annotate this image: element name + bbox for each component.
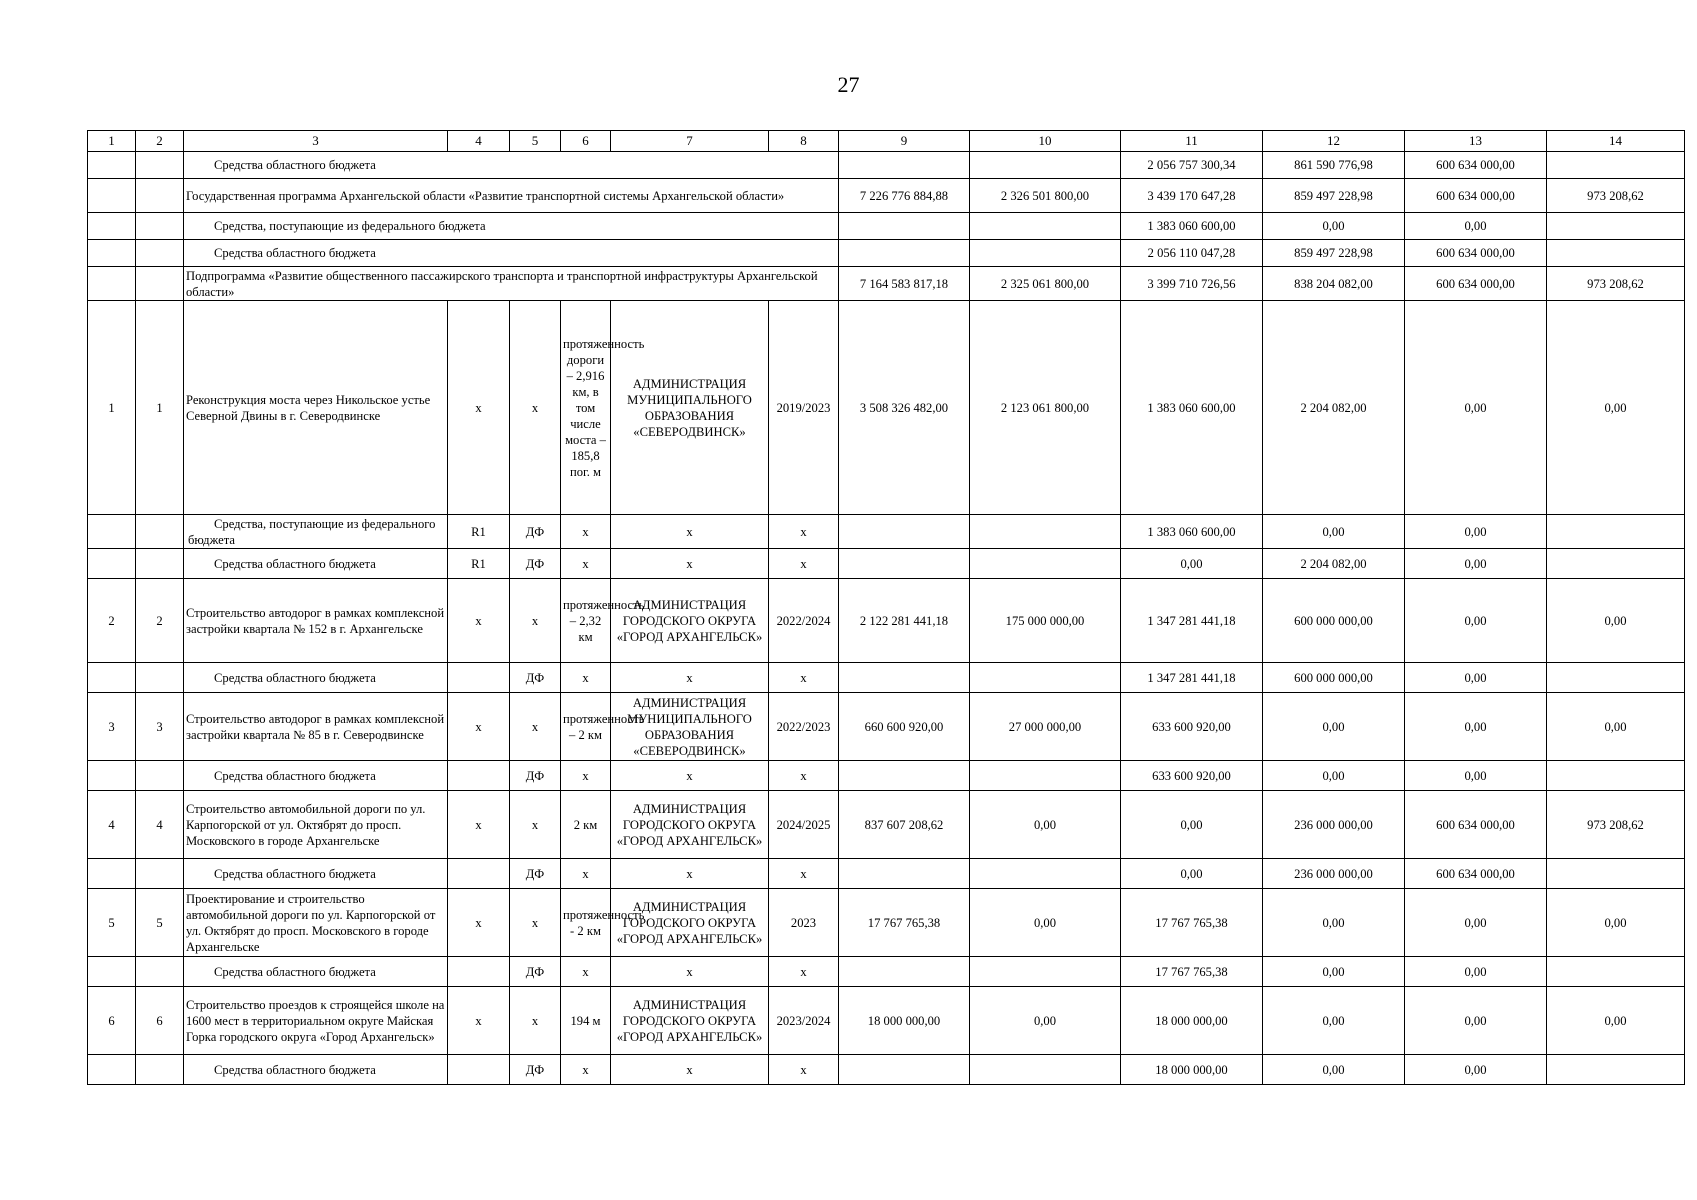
capacity-cell: 194 м — [561, 987, 611, 1055]
amount-cell-13: 600 634 000,00 — [1405, 179, 1547, 213]
table-row — [88, 693, 1685, 761]
budget-table — [87, 130, 1685, 1085]
customer-cell: х — [611, 859, 769, 889]
capacity-cell: х — [561, 515, 611, 549]
amount-cell-13: 0,00 — [1405, 515, 1547, 549]
customer-cell: х — [611, 663, 769, 693]
amount-cell-9 — [839, 240, 970, 267]
column-number-header: 2 — [136, 131, 184, 152]
item-number-cell — [136, 663, 184, 693]
table-row — [88, 152, 1685, 179]
row-number-cell — [88, 663, 136, 693]
amount-cell-10 — [970, 957, 1121, 987]
code-cell: ДФ — [510, 663, 561, 693]
column-number-header: 12 — [1263, 131, 1405, 152]
row-number-cell: 2 — [88, 579, 136, 663]
amount-cell-13: 0,00 — [1405, 693, 1547, 761]
column-number-header: 3 — [184, 131, 448, 152]
capacity-cell: протяженность - 2 км — [561, 889, 611, 957]
object-name-cell: Проектирование и строительство автомобильной дороги по ул. Карпогорской от ул. Октябрят до просп. Московского в городе Архангельске — [184, 889, 448, 957]
period-cell: х — [769, 859, 839, 889]
amount-cell-9: 18 000 000,00 — [839, 987, 970, 1055]
amount-cell-13: 0,00 — [1405, 957, 1547, 987]
amount-cell-12: 2 204 082,00 — [1263, 549, 1405, 579]
amount-cell-13: 600 634 000,00 — [1405, 240, 1547, 267]
row-number-cell: 5 — [88, 889, 136, 957]
amount-cell-9 — [839, 957, 970, 987]
customer-cell: АДМИНИСТРАЦИЯ ГОРОДСКОГО ОКРУГА «ГОРОД АРХАНГЕЛЬСК» — [611, 987, 769, 1055]
amount-cell-10: 0,00 — [970, 987, 1121, 1055]
funding-source-label: Средства областного бюджета — [184, 240, 839, 267]
column-number-header: 1 — [88, 131, 136, 152]
code-cell — [448, 859, 510, 889]
period-cell: 2024/2025 — [769, 791, 839, 859]
amount-cell-9: 17 767 765,38 — [839, 889, 970, 957]
code-cell: х — [510, 301, 561, 515]
amount-cell-12: 2 204 082,00 — [1263, 301, 1405, 515]
amount-cell-11: 2 056 757 300,34 — [1121, 152, 1263, 179]
customer-cell: АДМИНИСТРАЦИЯ ГОРОДСКОГО ОКРУГА «ГОРОД АРХАНГЕЛЬСК» — [611, 579, 769, 663]
row-number-cell — [88, 549, 136, 579]
funding-source-label: Средства областного бюджета — [184, 761, 448, 791]
amount-cell-12: 838 204 082,00 — [1263, 267, 1405, 301]
amount-cell-13: 0,00 — [1405, 663, 1547, 693]
amount-cell-9 — [839, 859, 970, 889]
amount-cell-11: 18 000 000,00 — [1121, 987, 1263, 1055]
item-number-cell — [136, 549, 184, 579]
amount-cell-14: 0,00 — [1547, 889, 1685, 957]
column-number-header: 4 — [448, 131, 510, 152]
amount-cell-12: 0,00 — [1263, 213, 1405, 240]
row-number-cell — [88, 859, 136, 889]
code-cell: х — [448, 579, 510, 663]
amount-cell-11: 2 056 110 047,28 — [1121, 240, 1263, 267]
item-number-cell — [136, 213, 184, 240]
period-cell: х — [769, 663, 839, 693]
amount-cell-13: 0,00 — [1405, 889, 1547, 957]
amount-cell-10 — [970, 549, 1121, 579]
amount-cell-13: 600 634 000,00 — [1405, 859, 1547, 889]
amount-cell-14: 973 208,62 — [1547, 267, 1685, 301]
capacity-cell: 2 км — [561, 791, 611, 859]
table-row — [88, 957, 1685, 987]
amount-cell-13: 600 634 000,00 — [1405, 267, 1547, 301]
code-cell: х — [510, 987, 561, 1055]
amount-cell-10 — [970, 663, 1121, 693]
row-number-cell — [88, 957, 136, 987]
capacity-cell: х — [561, 549, 611, 579]
code-cell — [448, 957, 510, 987]
amount-cell-9 — [839, 549, 970, 579]
amount-cell-13: 0,00 — [1405, 301, 1547, 515]
object-name-cell: Строительство автомобильной дороги по ул. Карпогорской от ул. Октябрят до просп. Московского в городе Архангельске — [184, 791, 448, 859]
item-number-cell: 1 — [136, 301, 184, 515]
customer-cell: АДМИНИСТРАЦИЯ ГОРОДСКОГО ОКРУГА «ГОРОД АРХАНГЕЛЬСК» — [611, 791, 769, 859]
amount-cell-11: 17 767 765,38 — [1121, 957, 1263, 987]
amount-cell-11: 0,00 — [1121, 791, 1263, 859]
row-number-cell — [88, 179, 136, 213]
column-number-header: 10 — [970, 131, 1121, 152]
period-cell: х — [769, 761, 839, 791]
capacity-cell: х — [561, 1055, 611, 1085]
amount-cell-9 — [839, 152, 970, 179]
row-number-cell — [88, 1055, 136, 1085]
period-cell: 2023/2024 — [769, 987, 839, 1055]
amount-cell-11: 1 347 281 441,18 — [1121, 579, 1263, 663]
column-number-header: 11 — [1121, 131, 1263, 152]
amount-cell-12: 0,00 — [1263, 957, 1405, 987]
funding-source-label: Средства областного бюджета — [184, 549, 448, 579]
program-title: Подпрограмма «Развитие общественного пассажирского транспорта и транспортной инфраструктуры Архангельской области» — [184, 267, 839, 301]
amount-cell-12: 861 590 776,98 — [1263, 152, 1405, 179]
period-cell: х — [769, 549, 839, 579]
amount-cell-9: 7 226 776 884,88 — [839, 179, 970, 213]
program-title: Государственная программа Архангельской области «Развитие транспортной системы Архангельской области» — [184, 179, 839, 213]
customer-cell: х — [611, 515, 769, 549]
amount-cell-12: 236 000 000,00 — [1263, 859, 1405, 889]
row-number-cell — [88, 267, 136, 301]
object-name-cell: Строительство проездов к строящейся школе на 1600 мест в территориальном округе Майская Горка городского округа «Город Архангельск» — [184, 987, 448, 1055]
code-cell — [448, 761, 510, 791]
amount-cell-12: 0,00 — [1263, 515, 1405, 549]
table-row — [88, 515, 1685, 549]
amount-cell-13: 0,00 — [1405, 579, 1547, 663]
amount-cell-14 — [1547, 957, 1685, 987]
code-cell: х — [448, 301, 510, 515]
column-number-header: 14 — [1547, 131, 1685, 152]
object-name-cell: Реконструкция моста через Никольское устье Северной Двины в г. Северодвинске — [184, 301, 448, 515]
object-name-cell: Строительство автодорог в рамках комплексной застройки квартала № 152 в г. Архангельске — [184, 579, 448, 663]
code-cell: ДФ — [510, 1055, 561, 1085]
code-cell: ДФ — [510, 761, 561, 791]
amount-cell-14 — [1547, 859, 1685, 889]
capacity-cell: х — [561, 761, 611, 791]
item-number-cell: 3 — [136, 693, 184, 761]
funding-source-label: Средства областного бюджета — [184, 663, 448, 693]
capacity-cell: х — [561, 859, 611, 889]
code-cell: х — [510, 889, 561, 957]
amount-cell-11: 3 439 170 647,28 — [1121, 179, 1263, 213]
table-row — [88, 301, 1685, 515]
code-cell: ДФ — [510, 859, 561, 889]
amount-cell-14 — [1547, 1055, 1685, 1085]
amount-cell-13: 600 634 000,00 — [1405, 791, 1547, 859]
amount-cell-13: 0,00 — [1405, 1055, 1547, 1085]
amount-cell-10: 2 325 061 800,00 — [970, 267, 1121, 301]
period-cell: х — [769, 515, 839, 549]
amount-cell-12: 0,00 — [1263, 761, 1405, 791]
amount-cell-12: 600 000 000,00 — [1263, 579, 1405, 663]
amount-cell-13: 0,00 — [1405, 761, 1547, 791]
amount-cell-10 — [970, 240, 1121, 267]
table-header-row — [88, 131, 1685, 152]
code-cell: х — [448, 987, 510, 1055]
period-cell: х — [769, 957, 839, 987]
table-row — [88, 889, 1685, 957]
code-cell: ДФ — [510, 549, 561, 579]
table-row — [88, 663, 1685, 693]
code-cell: R1 — [448, 515, 510, 549]
funding-source-label: Средства областного бюджета — [184, 152, 839, 179]
table-row — [88, 179, 1685, 213]
item-number-cell — [136, 859, 184, 889]
table-row — [88, 549, 1685, 579]
item-number-cell: 4 — [136, 791, 184, 859]
amount-cell-10: 2 123 061 800,00 — [970, 301, 1121, 515]
amount-cell-11: 633 600 920,00 — [1121, 693, 1263, 761]
amount-cell-10 — [970, 761, 1121, 791]
funding-source-label: Средства областного бюджета — [184, 859, 448, 889]
customer-cell: х — [611, 1055, 769, 1085]
item-number-cell: 6 — [136, 987, 184, 1055]
item-number-cell — [136, 179, 184, 213]
funding-source-label: Средства, поступающие из федерального бюджета — [184, 213, 839, 240]
capacity-cell: протяженность – 2,32 км — [561, 579, 611, 663]
amount-cell-13: 0,00 — [1405, 213, 1547, 240]
code-cell: х — [510, 693, 561, 761]
amount-cell-10 — [970, 1055, 1121, 1085]
customer-cell: АДМИНИСТРАЦИЯ МУНИЦИПАЛЬНОГО ОБРАЗОВАНИЯ «СЕВЕРОДВИНСК» — [611, 301, 769, 515]
table-row — [88, 1055, 1685, 1085]
item-number-cell — [136, 240, 184, 267]
amount-cell-10 — [970, 213, 1121, 240]
amount-cell-12: 859 497 228,98 — [1263, 240, 1405, 267]
item-number-cell — [136, 1055, 184, 1085]
period-cell: 2022/2024 — [769, 579, 839, 663]
amount-cell-14: 0,00 — [1547, 693, 1685, 761]
amount-cell-14: 0,00 — [1547, 301, 1685, 515]
column-number-header: 6 — [561, 131, 611, 152]
column-number-header: 9 — [839, 131, 970, 152]
table-row — [88, 859, 1685, 889]
amount-cell-12: 0,00 — [1263, 987, 1405, 1055]
amount-cell-11: 0,00 — [1121, 859, 1263, 889]
item-number-cell — [136, 957, 184, 987]
funding-source-label: Средства областного бюджета — [184, 957, 448, 987]
table-row — [88, 579, 1685, 663]
row-number-cell: 1 — [88, 301, 136, 515]
amount-cell-9 — [839, 761, 970, 791]
row-number-cell — [88, 152, 136, 179]
amount-cell-14: 0,00 — [1547, 579, 1685, 663]
capacity-cell: х — [561, 663, 611, 693]
amount-cell-14: 973 208,62 — [1547, 791, 1685, 859]
amount-cell-11: 0,00 — [1121, 549, 1263, 579]
amount-cell-11: 3 399 710 726,56 — [1121, 267, 1263, 301]
customer-cell: АДМИНИСТРАЦИЯ МУНИЦИПАЛЬНОГО ОБРАЗОВАНИЯ «СЕВЕРОДВИНСК» — [611, 693, 769, 761]
amount-cell-12: 0,00 — [1263, 1055, 1405, 1085]
amount-cell-11: 1 383 060 600,00 — [1121, 213, 1263, 240]
amount-cell-14: 973 208,62 — [1547, 179, 1685, 213]
table-row — [88, 761, 1685, 791]
amount-cell-9 — [839, 515, 970, 549]
amount-cell-14 — [1547, 761, 1685, 791]
amount-cell-14: 0,00 — [1547, 987, 1685, 1055]
code-cell — [448, 1055, 510, 1085]
period-cell: 2023 — [769, 889, 839, 957]
customer-cell: АДМИНИСТРАЦИЯ ГОРОДСКОГО ОКРУГА «ГОРОД АРХАНГЕЛЬСК» — [611, 889, 769, 957]
amount-cell-10: 27 000 000,00 — [970, 693, 1121, 761]
amount-cell-10 — [970, 515, 1121, 549]
customer-cell: х — [611, 549, 769, 579]
code-cell: х — [448, 889, 510, 957]
table-row — [88, 267, 1685, 301]
row-number-cell: 4 — [88, 791, 136, 859]
column-number-header: 7 — [611, 131, 769, 152]
capacity-cell: протяженность дороги – 2,916 км, в том числе моста – 185,8 пог. м — [561, 301, 611, 515]
amount-cell-12: 236 000 000,00 — [1263, 791, 1405, 859]
amount-cell-13: 0,00 — [1405, 987, 1547, 1055]
row-number-cell: 6 — [88, 987, 136, 1055]
amount-cell-12: 0,00 — [1263, 889, 1405, 957]
column-number-header: 5 — [510, 131, 561, 152]
period-cell: 2022/2023 — [769, 693, 839, 761]
capacity-cell: протяженность – 2 км — [561, 693, 611, 761]
amount-cell-14 — [1547, 152, 1685, 179]
amount-cell-12: 0,00 — [1263, 693, 1405, 761]
customer-cell: х — [611, 761, 769, 791]
amount-cell-11: 17 767 765,38 — [1121, 889, 1263, 957]
amount-cell-11: 1 347 281 441,18 — [1121, 663, 1263, 693]
row-number-cell — [88, 761, 136, 791]
item-number-cell — [136, 515, 184, 549]
amount-cell-14 — [1547, 663, 1685, 693]
amount-cell-13: 600 634 000,00 — [1405, 152, 1547, 179]
amount-cell-11: 1 383 060 600,00 — [1121, 301, 1263, 515]
page-number: 27 — [837, 72, 860, 97]
amount-cell-12: 600 000 000,00 — [1263, 663, 1405, 693]
amount-cell-14 — [1547, 240, 1685, 267]
amount-cell-10: 0,00 — [970, 889, 1121, 957]
code-cell: ДФ — [510, 957, 561, 987]
item-number-cell — [136, 267, 184, 301]
code-cell: х — [448, 791, 510, 859]
code-cell — [448, 663, 510, 693]
amount-cell-9: 3 508 326 482,00 — [839, 301, 970, 515]
table-row — [88, 213, 1685, 240]
code-cell: ДФ — [510, 515, 561, 549]
funding-source-label: Средства, поступающие из федерального бюджета — [184, 515, 448, 549]
code-cell: R1 — [448, 549, 510, 579]
amount-cell-9: 837 607 208,62 — [839, 791, 970, 859]
code-cell: х — [510, 579, 561, 663]
row-number-cell: 3 — [88, 693, 136, 761]
item-number-cell: 5 — [136, 889, 184, 957]
amount-cell-14 — [1547, 549, 1685, 579]
period-cell: х — [769, 1055, 839, 1085]
code-cell: х — [510, 791, 561, 859]
item-number-cell: 2 — [136, 579, 184, 663]
object-name-cell: Строительство автодорог в рамках комплексной застройки квартала № 85 в г. Северодвинске — [184, 693, 448, 761]
column-number-header: 13 — [1405, 131, 1547, 152]
amount-cell-14 — [1547, 213, 1685, 240]
amount-cell-9: 7 164 583 817,18 — [839, 267, 970, 301]
table-row — [88, 240, 1685, 267]
amount-cell-9 — [839, 213, 970, 240]
amount-cell-13: 0,00 — [1405, 549, 1547, 579]
item-number-cell — [136, 152, 184, 179]
code-cell: х — [448, 693, 510, 761]
amount-cell-11: 633 600 920,00 — [1121, 761, 1263, 791]
item-number-cell — [136, 761, 184, 791]
customer-cell: х — [611, 957, 769, 987]
amount-cell-10 — [970, 152, 1121, 179]
table-row — [88, 791, 1685, 859]
table-row — [88, 987, 1685, 1055]
amount-cell-11: 18 000 000,00 — [1121, 1055, 1263, 1085]
amount-cell-9 — [839, 1055, 970, 1085]
amount-cell-10: 2 326 501 800,00 — [970, 179, 1121, 213]
row-number-cell — [88, 213, 136, 240]
capacity-cell: х — [561, 957, 611, 987]
period-cell: 2019/2023 — [769, 301, 839, 515]
amount-cell-11: 1 383 060 600,00 — [1121, 515, 1263, 549]
amount-cell-10: 175 000 000,00 — [970, 579, 1121, 663]
funding-source-label: Средства областного бюджета — [184, 1055, 448, 1085]
amount-cell-10: 0,00 — [970, 791, 1121, 859]
amount-cell-12: 859 497 228,98 — [1263, 179, 1405, 213]
row-number-cell — [88, 240, 136, 267]
column-number-header: 8 — [769, 131, 839, 152]
amount-cell-14 — [1547, 515, 1685, 549]
amount-cell-10 — [970, 859, 1121, 889]
amount-cell-9: 660 600 920,00 — [839, 693, 970, 761]
row-number-cell — [88, 515, 136, 549]
amount-cell-9 — [839, 663, 970, 693]
amount-cell-9: 2 122 281 441,18 — [839, 579, 970, 663]
